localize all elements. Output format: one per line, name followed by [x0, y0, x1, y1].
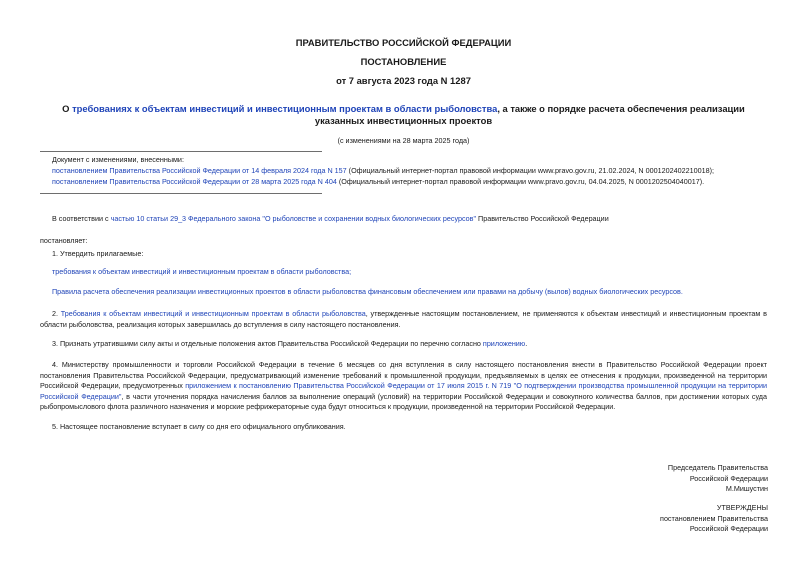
paragraph-2-text: , утвержденные настоящим постановлением, не применяются к объектам инвестиций и инвестиционным проектам в области рыболовства, реализация которых завершилась до вступления в силу настоящего постановления.: [40, 309, 767, 329]
amendment-source-2025: (Официальный интернет-портал правовой информации www.pravo.gov.ru, 04.04.2025, N 0001202504040017).: [336, 177, 705, 186]
title-suffix: , а также о порядке расчета обеспечения реализации указанных инвестиционных проектов: [314, 103, 745, 126]
approved-line1: постановлением Правительства: [660, 513, 768, 523]
appendix-link[interactable]: приложению: [482, 339, 526, 348]
resolves-word: постановляет:: [40, 236, 88, 245]
paragraph-3-end: .: [525, 339, 528, 348]
paragraph-1: 1. Утвердить прилагаемые:: [52, 249, 144, 258]
approved-line2: Российской Федерации: [689, 524, 768, 533]
amendment-item: [52, 166, 714, 177]
paragraph-4-text: 4. Министерству промышленности и торговли Российской Федерации в течение 6 месяцев со дня вступления в силу настоящего постановления внести в Правительство Российской Федерации проект постановления Правительства Российской Федерации, предусматривающий изменение требований к промышленной продукции, предъявляемых в целях ее отнесения к продукции, произведенной на территории Российской Федерации, предусмотренных: [40, 360, 767, 390]
amendments-label: Документ с изменениями, внесенными:: [52, 155, 184, 164]
intro-suffix: Правительство Российской Федерации: [476, 214, 609, 223]
document-title: [40, 103, 767, 127]
signatory-position-line2: Российской Федерации: [689, 473, 768, 483]
signatory-name: М.Мишустин: [725, 484, 768, 493]
federal-law-link[interactable]: частью 10 статьи 29_3 Федерального закона "О рыболовстве и сохранении водных биологических ресурсов": [110, 214, 477, 223]
document-type-heading: ПОСТАНОВЛЕНИЕ: [360, 56, 447, 67]
amendments-bottom-divider: [40, 193, 322, 194]
paragraph-2: [40, 309, 767, 330]
title-prefix: О: [62, 103, 73, 114]
paragraph-3-text: 3. Признать утратившими силу акты и отдельные положения актов Правительства Российской Федерации по перечню согласно: [52, 339, 483, 348]
document-date-number: от 7 августа 2023 года N 1287: [336, 75, 471, 86]
title-requirements-link[interactable]: требованиях к объектам инвестиций и инвестиционным проектам в области рыболовства: [72, 103, 498, 114]
signatory-position-line1: Председатель Правительства: [667, 463, 768, 472]
paragraph-2-requirements-link[interactable]: Требования к объектам инвестиций и инвестиционным проектам в области рыболовства: [60, 309, 366, 318]
changes-note: (с изменениями на 28 марта 2025 года): [337, 136, 470, 145]
approval-block: [508, 503, 768, 535]
government-heading: ПРАВИТЕЛЬСТВО РОССИЙСКОЙ ФЕДЕРАЦИИ: [295, 37, 512, 48]
signature-block: [508, 463, 768, 495]
amendment-item: [52, 177, 704, 188]
paragraph-2-number: 2.: [52, 309, 61, 318]
paragraph-3: [52, 339, 527, 350]
amendment-link-2025[interactable]: постановлением Правительства Российской Федерации от 28 марта 2025 года N 404: [52, 177, 337, 186]
resolution-719-link[interactable]: приложением к постановлению Правительства Российской Федерации от 17 июля 2015 г. N 719 "О подтверждении производства промышленной продукции на территории Российской Федерации": [40, 381, 767, 401]
intro-prefix: В соответствии с: [52, 214, 111, 223]
calculation-rules-link[interactable]: Правила расчета обеспечения реализации инвестиционных проектов в области рыболовства финансовым обеспечением или правами на добычу (вылов) водных биологических ресурсов.: [52, 287, 683, 296]
approved-label: УТВЕРЖДЕНЫ: [716, 503, 768, 512]
amendments-top-divider: [40, 151, 322, 152]
paragraph-4-end: , в части уточнения порядка начисления баллов за выполнение операций (условий) на территории Российской Федерации и совокупного количества баллов, при достижении которых суда рыбопромыслового флота различного назначения и морские рефрижераторные суда будут относиться к продукции, произведенной на территории Российской Федерации.: [40, 391, 767, 411]
intro-paragraph: [52, 214, 609, 225]
paragraph-4: [40, 360, 767, 413]
requirements-link[interactable]: требования к объектам инвестиций и инвестиционным проектам в области рыболовства;: [52, 267, 352, 276]
paragraph-5: 5. Настоящее постановление вступает в силу со дня его официального опубликования.: [52, 422, 346, 431]
amendment-link-2024[interactable]: постановлением Правительства Российской Федерации от 14 февраля 2024 года N 157: [52, 166, 347, 175]
amendment-source-2024: (Официальный интернет-портал правовой информации www.pravo.gov.ru, 21.02.2024, N 0001202402210018);: [346, 166, 714, 175]
